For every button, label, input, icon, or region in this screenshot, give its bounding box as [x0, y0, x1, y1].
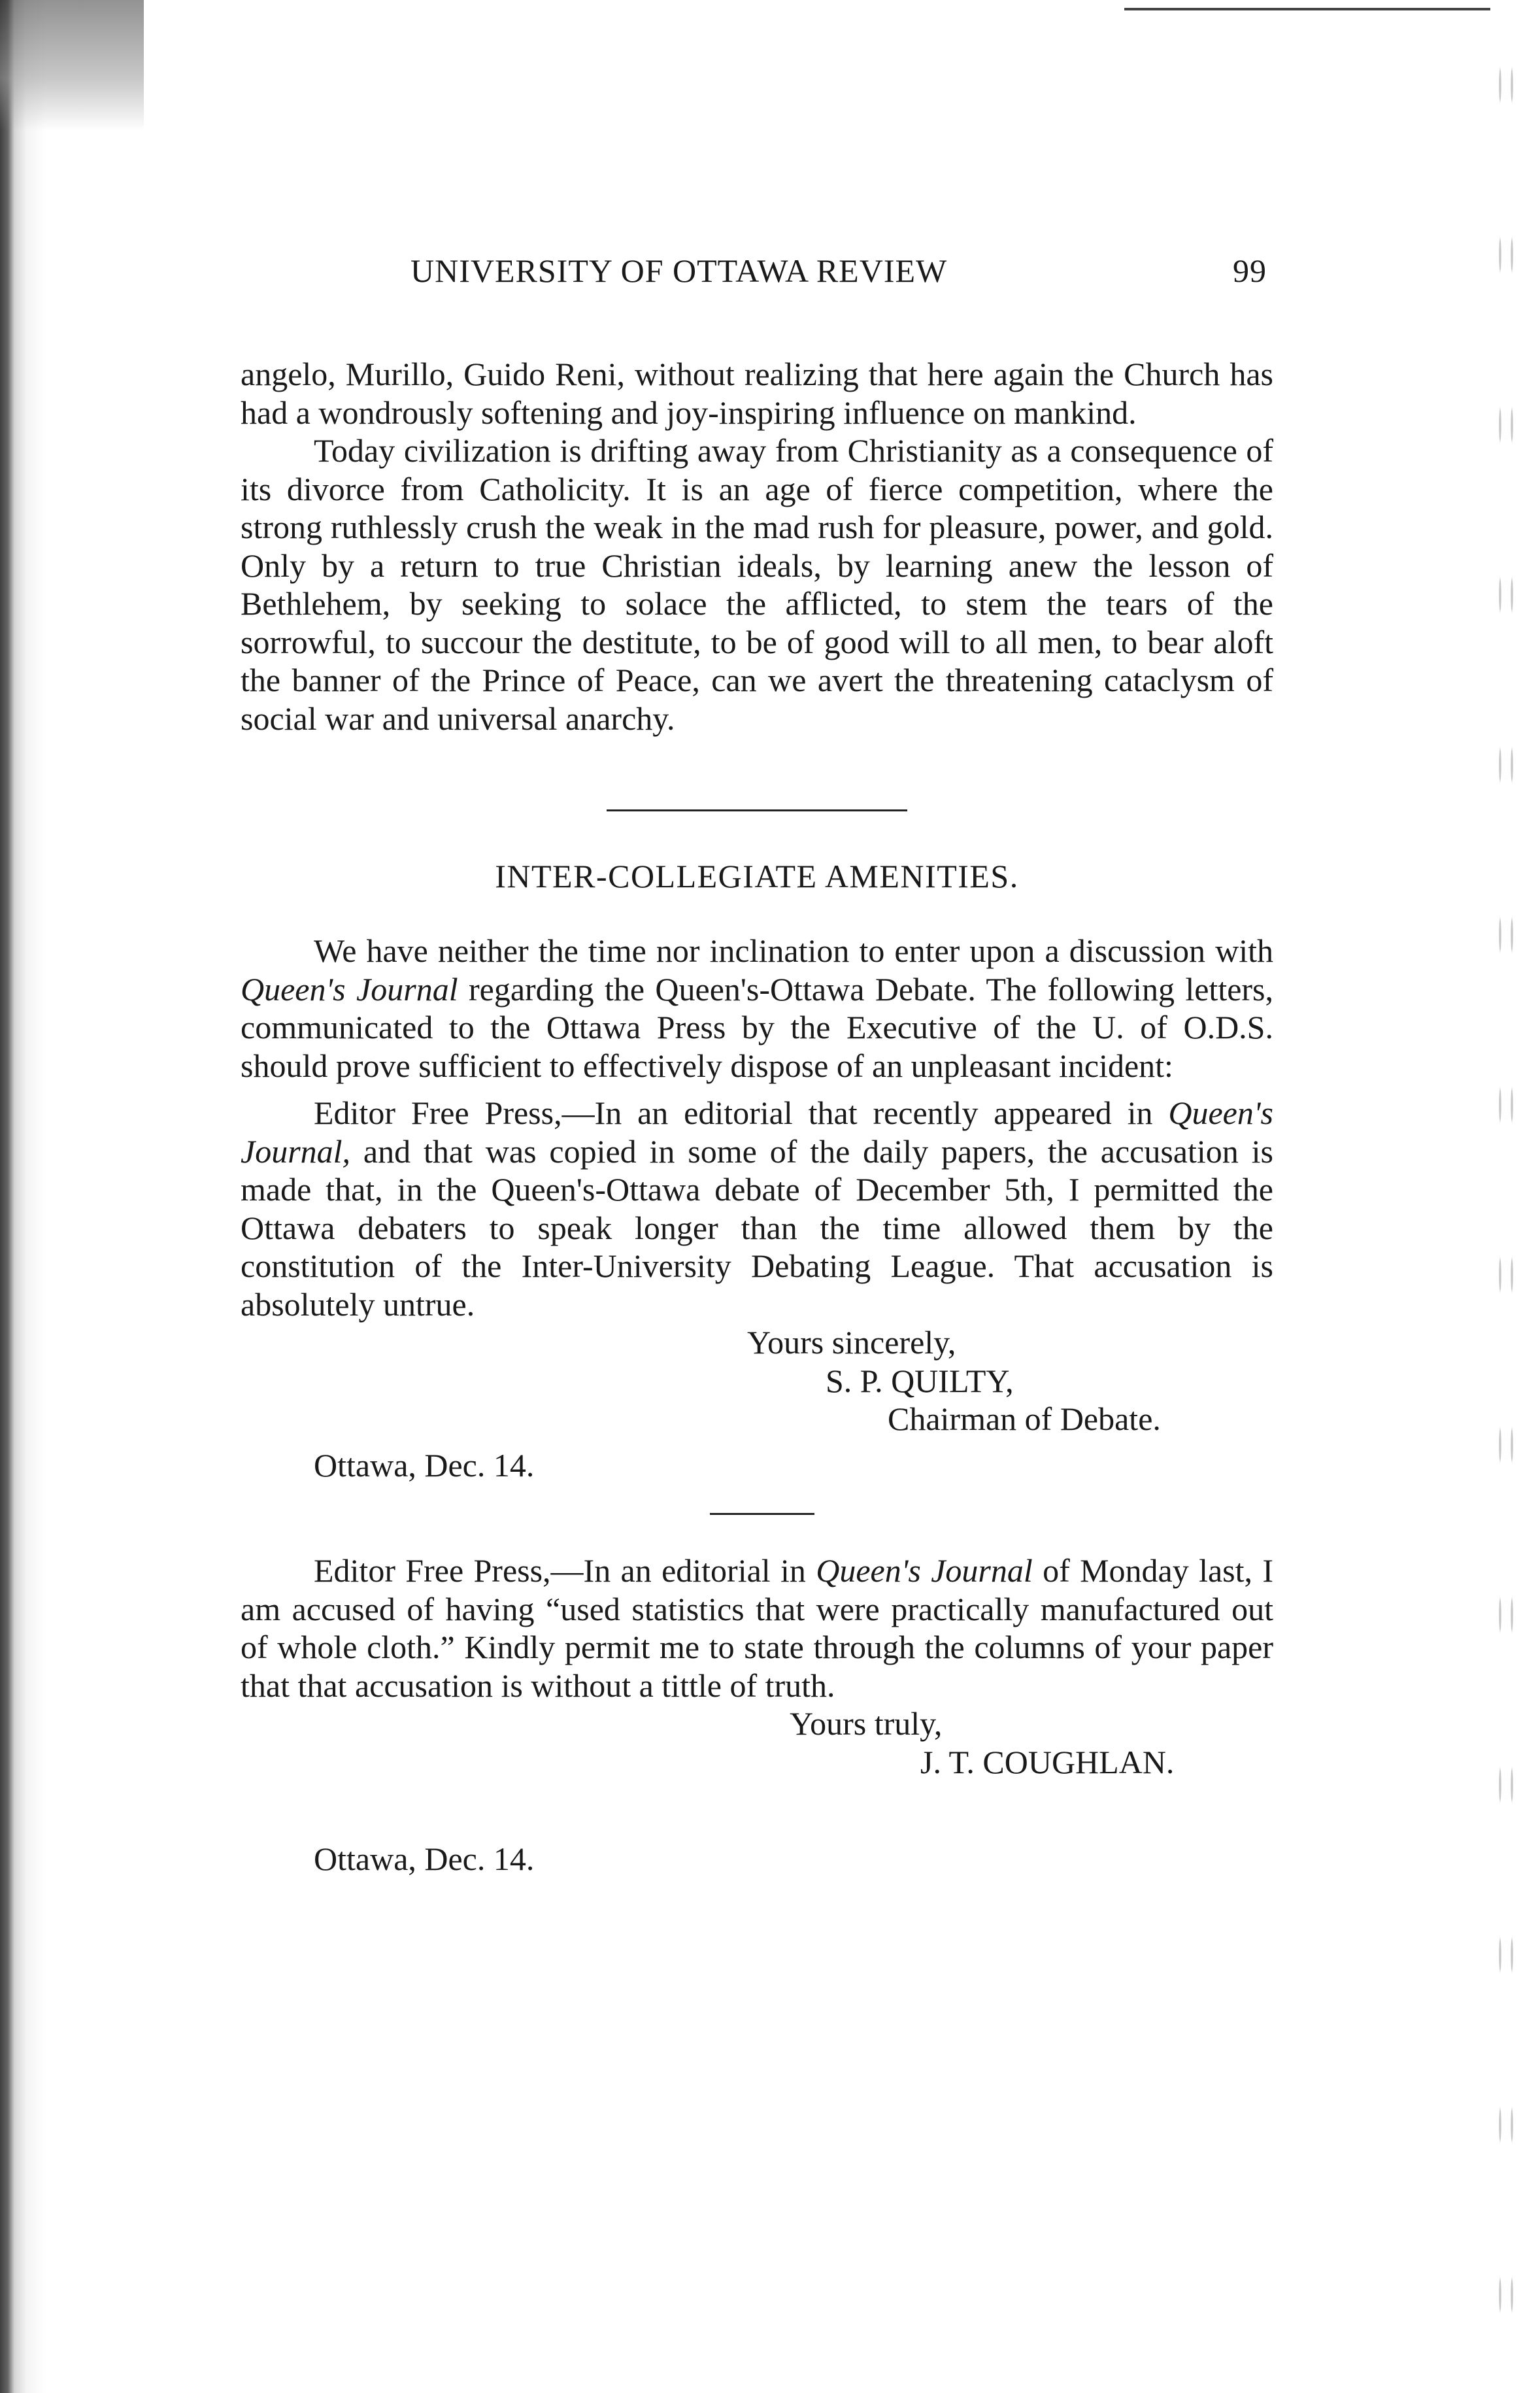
section-divider: [607, 809, 907, 811]
letter-two-dateline: Ottawa, Dec. 14.: [314, 1841, 535, 1877]
letter-one-closing: [241, 1323, 1273, 1438]
letter-divider: [710, 1513, 814, 1515]
scan-top-mark: [1124, 8, 1490, 10]
letter-one-body: [241, 1094, 1273, 1323]
scan-binding-edge: [0, 0, 60, 2393]
letter-two-text-1: Editor Free Press,—In an editorial in: [314, 1552, 816, 1589]
letter-one-signature: S. P. QUILTY,: [826, 1362, 1014, 1399]
letter-one-text-1: Editor Free Press,—In an editorial that recently appeared in: [314, 1095, 1169, 1131]
letter-two-text-2: of Monday last, I am accused of having “used statistics that were practically manufactured out of whole cloth.” Kindly permit me to state through the columns of your paper that that accusation is without a tittle of truth.: [241, 1552, 1273, 1704]
letter-two-closing: [241, 1705, 1273, 1781]
lead-journal-title: Queen's Journal: [241, 970, 458, 1008]
lead-text-2: regarding the Queen's-Ottawa Debate. The following letters, communicated to the Ottawa Press by the Executive of the U. of O.D.S. should prove sufficient to effectively dispose of an unpleasant incident:: [241, 970, 1274, 1084]
page-number: 99: [1233, 252, 1267, 289]
intro-paragraph-continued: angelo, Murillo, Guido Reni, without realizing that here again the Church has had a wondrously softening and joy-inspiring influence on mankind.: [241, 356, 1273, 431]
letter-two-journal-title: Queen's Journal: [816, 1552, 1033, 1589]
scan-margin-specks: [1494, 0, 1520, 2393]
letter-one-role: Chairman of Debate.: [888, 1400, 1161, 1437]
letter-two-valediction: Yours truly,: [790, 1705, 943, 1742]
letter-two-body: [241, 1552, 1273, 1705]
letter-one-valediction: Yours sincerely,: [747, 1324, 956, 1361]
letter-two-signature: J. T. COUGHLAN.: [920, 1743, 1175, 1780]
page-body: [241, 252, 1273, 1878]
running-head: [410, 252, 1273, 290]
section-lead-paragraph: [241, 932, 1273, 1085]
lead-text-1: We have neither the time nor inclination to enter upon a discussion with: [314, 932, 1273, 969]
intro-paragraph: Today civilization is drifting away from Christianity as a consequence of its divorce from Catholicity. It is an age of fierce competition, where the strong ruthlessly crush the weak in the mad rush for pleasure, power, and gold. Only by a return to true Christian ideals, by learning anew the lesson of Bethlehem, by seeking to solace the afflicted, to stem the tears of the sorrowful, to succour the destitute, to be of good will to all men, to bear aloft the banner of the Prince of Peace, can we avert the threatening cataclysm of social war and universal anarchy.: [241, 432, 1273, 737]
running-title: UNIVERSITY OF OTTAWA REVIEW: [410, 252, 948, 289]
scan-corner-shadow: [0, 0, 144, 131]
letter-one-dateline: Ottawa, Dec. 14.: [314, 1446, 535, 1484]
letter-one-text-2: and that was copied in some of the daily papers, the accusation is made that, in the Queen's-Ottawa debate of December 5th, I permitted the Ottawa debaters to speak longer than the time allowed them by the constitution of the Inter-University Debating League. That accusation is absolutely untrue.: [241, 1132, 1273, 1323]
section-heading: INTER-COLLEGIATE AMENITIES.: [495, 858, 1019, 894]
letter-one-journal-title: Queen's Journal,: [241, 1095, 1273, 1170]
